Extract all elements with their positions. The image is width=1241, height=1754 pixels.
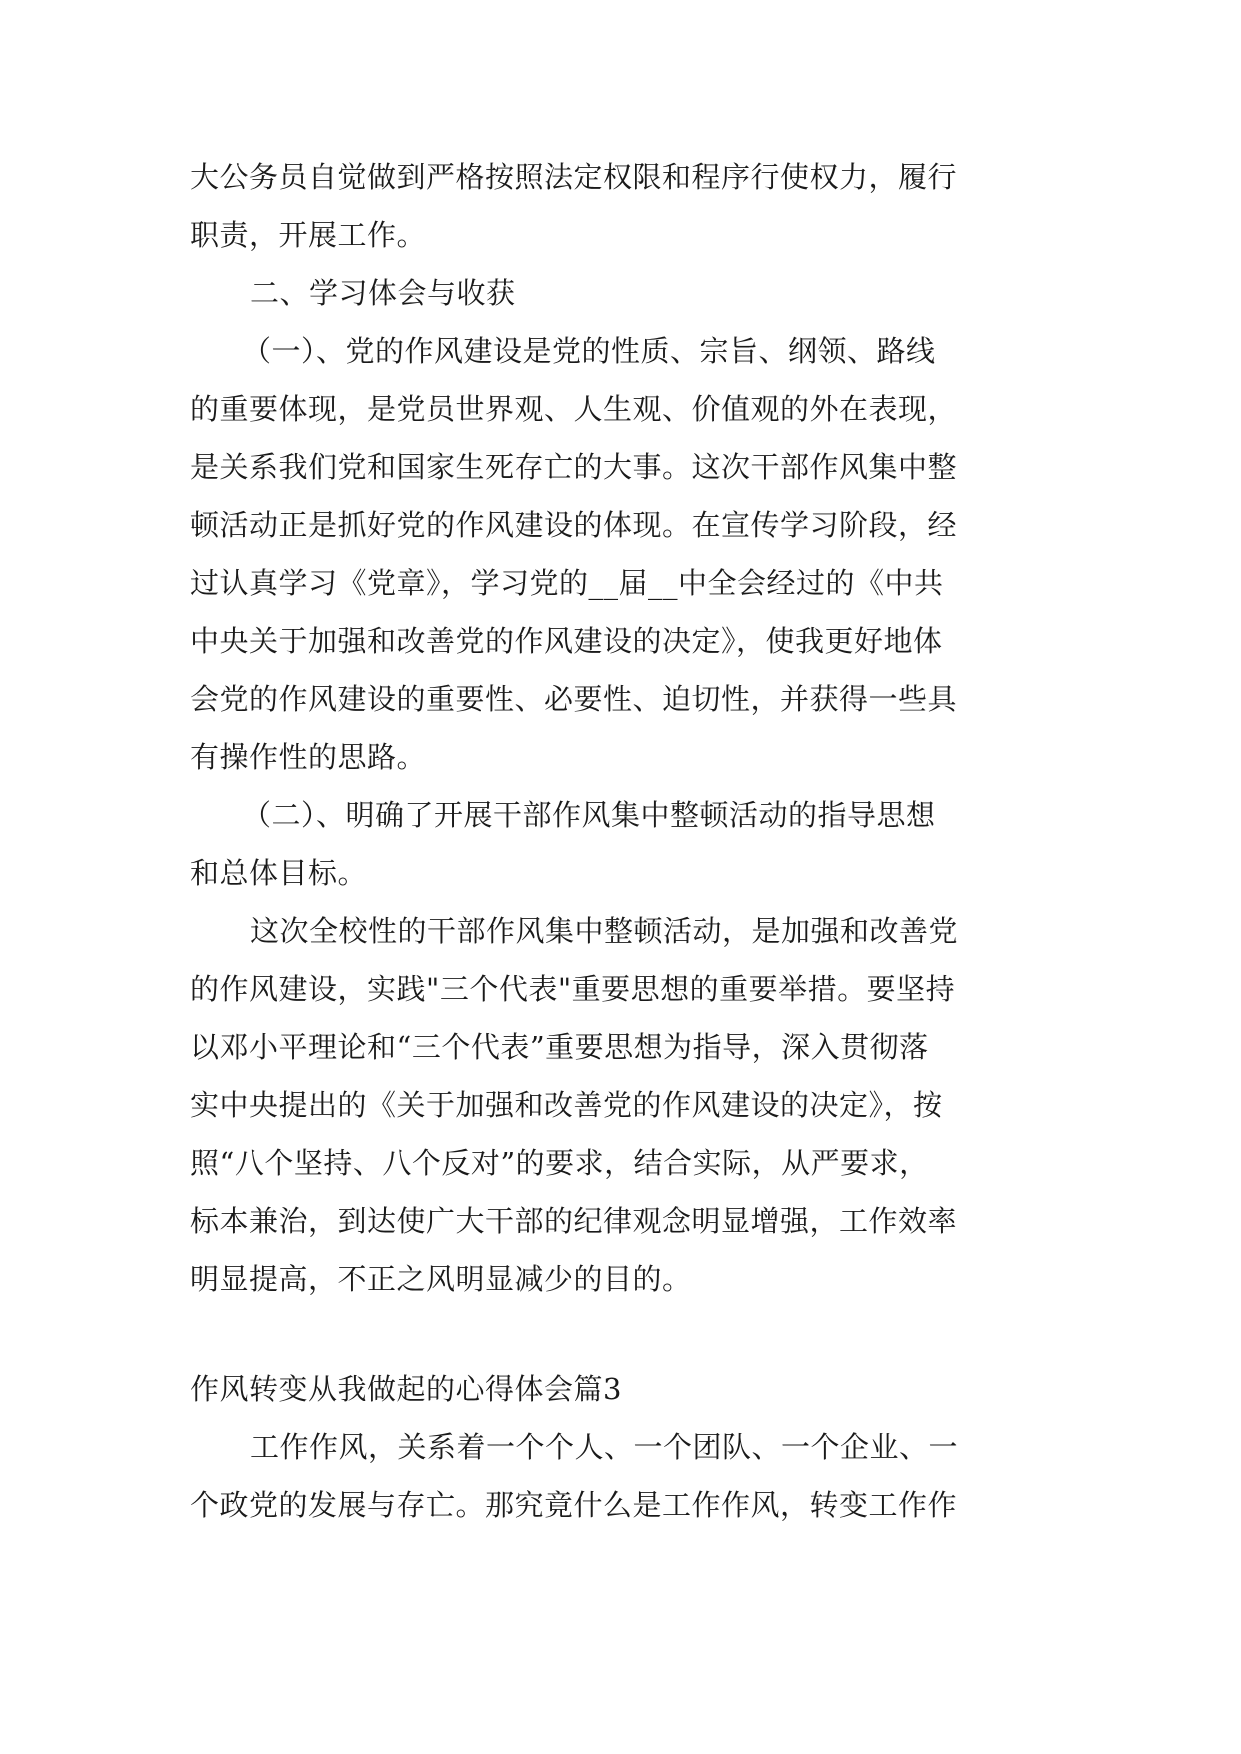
subsection-heading: （一）、党的作风建设是党的性质、宗旨、纲领、路线 [242, 334, 936, 368]
paragraph-line: 职责，开展工作。 [190, 218, 427, 252]
paragraph-line: 会党的作风建设的重要性、必要性、迫切性，并获得一些具 [190, 682, 958, 716]
paragraph-line: 和总体目标。 [190, 856, 368, 890]
paragraph-line: 的重要体现，是党员世界观、人生观、价值观的外在表现， [190, 392, 958, 426]
paragraph-line: 标本兼治，到达使广大干部的纪律观念明显增强，工作效率 [190, 1204, 958, 1238]
paragraph-line: 大公务员自觉做到严格按照法定权限和程序行使权力，履行 [190, 160, 958, 194]
document-body [190, 148, 1070, 1534]
paragraph-line: 过认真学习《党章》，学习党的__届__中全会经过的《中共 [190, 566, 944, 600]
paragraph-line: 个政党的发展与存亡。那究竟什么是工作作风，转变工作作 [190, 1488, 958, 1522]
paragraph-line: 顿活动正是抓好党的作风建设的体现。在宣传学习阶段，经 [190, 508, 958, 542]
paragraph-line: 以邓小平理论和“三个代表”重要思想为指导，深入贯彻落 [190, 1030, 929, 1064]
paragraph-line: 的作风建设，实践"三个代表"重要思想的重要举措。要坚持 [190, 972, 956, 1006]
paragraph-line: 工作作风，关系着一个个人、一个团队、一个企业、一 [250, 1430, 959, 1464]
paragraph-line: 中央关于加强和改善党的作风建设的决定》，使我更好地体 [190, 624, 943, 658]
article-title: 作风转变从我做起的心得体会篇3 [190, 1372, 622, 1406]
section-heading: 二、学习体会与收获 [250, 276, 516, 310]
paragraph-line: 实中央提出的《关于加强和改善党的作风建设的决定》，按 [190, 1088, 943, 1122]
paragraph-line: 是关系我们党和国家生死存亡的大事。这次干部作风集中整 [190, 450, 958, 484]
paragraph-line: 这次全校性的干部作风集中整顿活动，是加强和改善党 [250, 914, 959, 948]
paragraph-line: 有操作性的思路。 [190, 740, 427, 774]
paragraph-line: 明显提高，不正之风明显减少的目的。 [190, 1262, 692, 1296]
paragraph-line: 照“八个坚持、八个反对”的要求，结合实际，从严要求， [190, 1146, 929, 1180]
subsection-heading: （二）、明确了开展干部作风集中整顿活动的指导思想 [242, 798, 936, 832]
